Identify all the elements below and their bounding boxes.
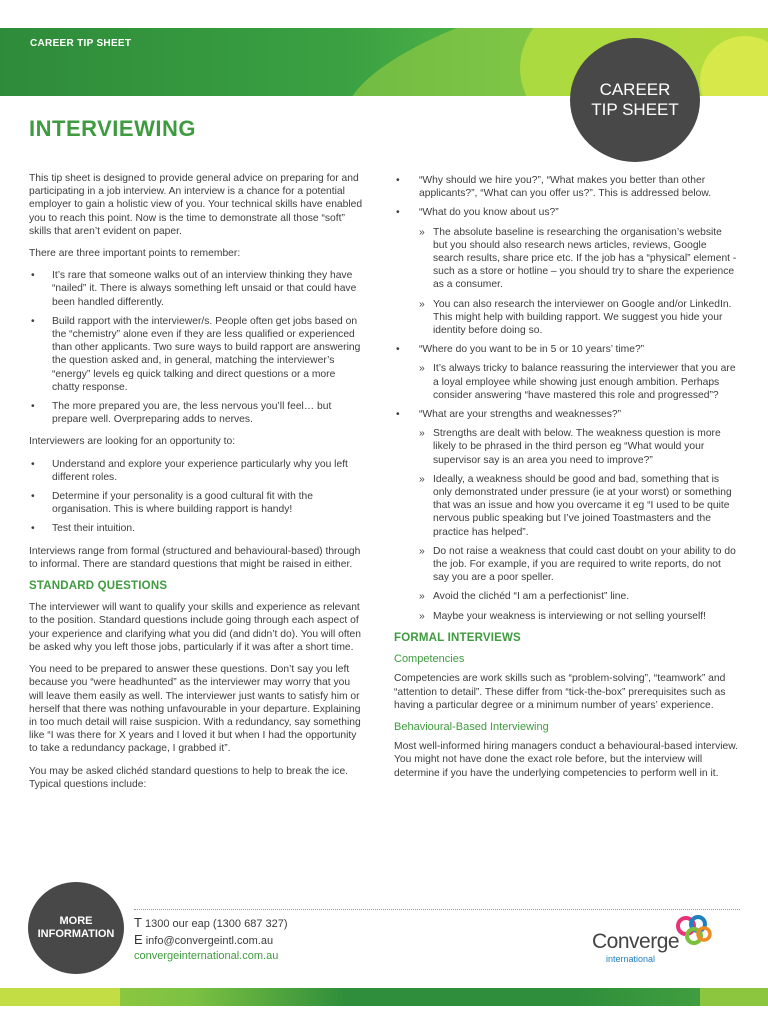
website-row xyxy=(134,949,288,964)
left-column xyxy=(29,172,365,800)
standard-paragraph: You may be asked clichéd standard questions to help to break the ice. Typical questions include: xyxy=(29,765,349,790)
website-link[interactable]: convergeinternational.com.au xyxy=(134,950,279,962)
sub-list-item: » Avoid the clichéd “I am a perfectionist” line. xyxy=(419,590,738,603)
email-label: E xyxy=(134,932,143,947)
subheading-behavioural: Behavioural-Based Interviewing xyxy=(394,720,549,733)
standard-paragraph: You need to be prepared to answer these questions. Don’t say you left because you “were headhunted” as the interviewer may worry that you will leave them easily as well. The interviewer just wants to satisfy him or herself that there was nothing unfavourable in your departure. Explaining in too much detail will raise suspicion. With a redundancy, say something like “I was there for X years and I loved it but when I had the opportunity to take a redundancy package, I grabbed it”. xyxy=(29,664,361,755)
subheading-competencies: Competencies xyxy=(394,653,465,666)
badge-line: TIP SHEET xyxy=(591,100,679,119)
sub-list-item: » The absolute baseline is researching the organisation’s website but you should also research news articles, reviews, Google search results, share price etc. If the job has a “physical” element - such as a store or hotline – you should try to share the experience as a consumer. xyxy=(419,226,738,292)
section-heading-standard-questions: STANDARD QUESTIONS xyxy=(29,580,168,593)
sub-list-item: » Maybe your weakness is interviewing or not selling yourself! xyxy=(419,610,738,623)
section-heading-formal-interviews: FORMAL INTERVIEWS xyxy=(394,631,521,644)
logo-subtitle: international xyxy=(606,954,656,964)
footer-band-segment xyxy=(0,988,120,1006)
list-item: • It’s rare that someone walks out of an interview thinking they have “nailed” it. There is always something left unsaid or that could have been handled differently. xyxy=(29,269,365,309)
list-item xyxy=(394,343,738,402)
question-text: “Where do you want to be in 5 or 10 years’ time?” xyxy=(419,344,645,356)
phone-label: T xyxy=(134,915,142,930)
footer-band-segment xyxy=(700,988,768,1006)
opportunity-list xyxy=(29,458,365,536)
question-text: “What do you know about us?” xyxy=(419,207,559,219)
badge-line: MORE xyxy=(59,915,93,927)
sub-list xyxy=(419,362,738,402)
sub-list-item: » Ideally, a weakness should be good and bad, something that is only demonstrated under pressure (ie at your worst) or something that was an issue and how you overcame it eg “I used to be quite nervous public speaking but I’ve joined Toastmasters and the practice has helped”. xyxy=(419,473,738,539)
list-item xyxy=(394,174,738,200)
badge-line: CAREER xyxy=(599,80,671,99)
points-intro: There are three important points to remember: xyxy=(29,248,241,260)
converge-logo xyxy=(592,914,722,970)
question-text: “What are your strengths and weaknesses?” xyxy=(419,409,622,421)
question-text: “Why should we hire you?”, “What makes you better than other applicants?”, “What can you offer us?”. This is addressed below. xyxy=(419,175,712,200)
list-item: • Test their intuition. xyxy=(29,522,365,535)
list-item: • Determine if your personality is a good cultural fit with the organisation. This is where building rapport is handy! xyxy=(29,490,365,516)
tip-sheet-badge xyxy=(570,38,700,162)
sub-list-item: » You can also research the interviewer on Google and/or LinkedIn. This might help with building rapport. We suggest you hide your identity before doing so. xyxy=(419,298,738,338)
competencies-paragraph: Competencies are work skills such as “problem-solving”, “teamwork” and “attention to detail”. These differ from “tick-the-box” prerequisites such as having a particular degree or a minimum number of years’ experience. xyxy=(394,673,726,711)
logo-knot-icon xyxy=(674,914,714,948)
intro-paragraph: This tip sheet is designed to provide general advice on preparing for and participating in a job interview. An interview is a chance for a potential employer to gain a holistic view of you. Your technical skills have enabled you to reach this point. Now is the time to demonstrate all those “soft” skills that aren’t evident on paper. xyxy=(29,173,363,237)
questions-list xyxy=(394,174,738,623)
footer-divider xyxy=(134,909,740,910)
list-item: • Build rapport with the interviewer/s. People often get jobs based on the “chemistry” alone even if they are less qualified or experienced than other applicants. Two sure ways to build rapport are answering the question asked and, in general, matching the interviewer’s “energy” levels eg quick talking and direct questions or a more chatty response. xyxy=(29,315,365,394)
badge-line: INFORMATION xyxy=(37,928,115,940)
list-item: • The more prepared you are, the less nervous you’ll feel… but prepare well. Overpreparing adds to nerves. xyxy=(29,400,365,426)
sub-list-item: » Do not raise a weakness that could cast doubt on your ability to do the job. For example, if you are required to write reports, do not say you are a poor speller. xyxy=(419,545,738,585)
more-information-badge xyxy=(28,882,124,974)
phone-row xyxy=(134,915,288,932)
sub-list-item: » It’s always tricky to balance reassuring the interviewer that you are a loyal employee while showing just enough ambition. Perhaps consider answering “have mastered this role and progressed”? xyxy=(419,362,738,402)
sub-list-item: » Strengths are dealt with below. The weakness question is more likely to be phrased in the third person eg “What would your supervisor say is an area you need to improve?” xyxy=(419,427,738,467)
logo-name: Converge xyxy=(592,930,680,953)
sub-list xyxy=(419,226,738,338)
list-item: • Understand and explore your experience particularly why you left different roles. xyxy=(29,458,365,484)
right-column xyxy=(394,174,738,789)
sub-list xyxy=(419,427,738,623)
email-row xyxy=(134,932,288,949)
behavioural-paragraph: Most well-informed hiring managers conduct a behavioural-based interview. You might not have done the exact role before, but the interview will determine if you have the underlying competencies to perform well in it. xyxy=(394,741,738,779)
list-item xyxy=(394,206,738,337)
page-title: INTERVIEWING xyxy=(29,116,196,141)
points-list xyxy=(29,269,365,426)
standard-paragraph: The interviewer will want to qualify your skills and experience as relevant to the position. Standard questions include going through each aspect of your experience and clarifying what you did (and didn’t do). You will often be asked why you left those jobs, particularly if it was after a short time. xyxy=(29,602,361,653)
email-link[interactable]: info@convergeintl.com.au xyxy=(145,935,274,947)
range-paragraph: Interviews range from formal (structured and behavioural-based) through to informal. There are standard questions that might be raised in either. xyxy=(29,545,361,570)
header-label: CAREER TIP SHEET xyxy=(30,38,132,49)
contact-block xyxy=(134,915,288,964)
list-item xyxy=(394,408,738,623)
phone-number[interactable]: 1300 our eap (1300 687 327) xyxy=(145,918,288,930)
footer-band xyxy=(0,988,768,1006)
opportunity-intro: Interviewers are looking for an opportunity to: xyxy=(29,436,236,448)
